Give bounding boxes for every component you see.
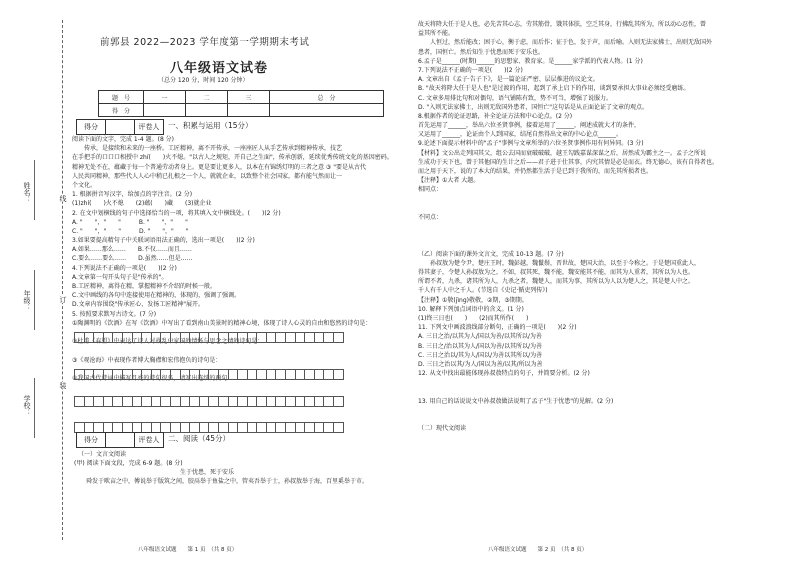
text-line: ②杜甫《春望》中表达了诗人对战乱中家国的情怀与思念之情的诗句是： [72, 338, 264, 346]
page1-body [72, 135, 410, 383]
text-line: 在手把手的口口口相授中 zhí( )火不熄。"以古人之规矩，开自己之生面"，传承创新，延续优秀传统文化的基因密码。 [72, 154, 393, 162]
score-time: （总分 120 分，时间 120 分钟） [158, 77, 249, 84]
grade-underline[interactable] [34, 270, 35, 330]
text-line [418, 195, 778, 204]
text-line [418, 406, 778, 415]
passage-text: 舜发于畎亩之中，傅说举于版筑之间，胶鬲举于鱼盐之中，管夷吾举于士，孙叔敖举于海，百里奚举于市。 [74, 478, 369, 485]
text-line: A. 三日之治/以其为人/国以为善/以其所以/为善 [418, 333, 542, 341]
grader-box-label: 评卷人 [138, 123, 160, 131]
paper-title: 八年级语文试卷 [170, 61, 269, 76]
text-line [418, 204, 778, 213]
score-input-cell[interactable] [144, 104, 186, 117]
text-line: B. 三日之/治以其为人/国以为善/以其所以/为善 [418, 342, 543, 350]
text-line: C. " "，" " D. " "，" " [72, 227, 189, 235]
passage-title: 生于忧患，死于安乐 [180, 469, 235, 476]
score-input-cell[interactable] [228, 104, 270, 117]
text-line: 8.根据作者的论证思路，补全论证方法和中心论点。(2 分) [418, 112, 573, 120]
cut-mark-bind: 订 [59, 296, 67, 303]
text-line: 12. 从文中找出最能体现孙叔敖特点的句子，并简要分析。(2 分) [418, 370, 590, 378]
reading-instruction: (甲) 阅读下面文段，完成 6-9 题。(8 分) [74, 460, 183, 467]
score-header-cell: 一 [144, 91, 186, 104]
text-line: （二）现代文阅读 [418, 425, 467, 433]
text-line: 【材料】文公出走列国其父，组公去国而衰破破破，越王勾践嘉谋深谋之后，居然成为霸主之一。孟子之所说 [418, 149, 707, 157]
text-line: A.如果……那么…… B.不仅……而且…… [72, 246, 192, 254]
section1-title: 一、积累与运用（15分） [168, 121, 253, 130]
score-header-cell: 题 号 [99, 91, 144, 104]
text-line: ③《观沧海》中表现作者博大胸襟和宏伟抱负的诗句是： [72, 356, 222, 364]
text-line: 人民共同精神，那些代人人心中稍已扎根之一个人，就就企业，以致整个社会国家，都有能气然而让一 [72, 172, 343, 180]
text-line [418, 222, 778, 231]
text-line: C.要么……要么…… D.虽然……但是…… [72, 255, 193, 263]
text-line: D.文章内容围绕"传承匠心，发扬工匠精神"展开。 [72, 301, 205, 309]
cut-mark-seal: 装 [59, 382, 67, 389]
page2-footer: 八年级语文试题 第 2 页 （共 8 页） [488, 547, 588, 553]
section2-title: 二、阅读（45分） [168, 434, 231, 443]
text-line: 4.下列说法不正确的一项是( )(2 分) [72, 264, 177, 272]
text-line: ④我国古代诗词中描写月亮的诗句很多，请写出连续的两句： [72, 374, 234, 382]
text-line: C. 文章多用排比句和对偶句，语气铺陈有致，势不可当，增强了说服力。 [418, 94, 613, 102]
answer-cell[interactable] [333, 396, 344, 407]
score-input-cell[interactable] [270, 104, 384, 117]
text-line: C. 三日之治以/其为人/国以/为善以其所以/为善 [418, 351, 543, 359]
text-line: 又运用了______，论证由个人到国家，结尾自然得出文章的中心论点______。 [418, 131, 623, 139]
binding-line [62, 20, 63, 540]
text-line: 人恒过，然后能改；困于心，衡于虑，而后作；征于色，发于声，而后喻。入则无法家拂士，出则无敌国外 [418, 39, 713, 47]
text-line: (1)zhí( )火不熄 (2)蕴( )藏 (3)就企业 [72, 200, 212, 208]
text-line: 7.下列说法不正确的一项是( )(2 分) [418, 66, 523, 74]
text-line: A. 文章出自《孟子·告子下》，是一篇论证严密、层层推进的议论文。 [418, 76, 599, 84]
score-box-input[interactable] [106, 433, 135, 447]
text-line: A.文章第一句开头句子是"传承的"。 [72, 273, 168, 281]
text-line: B. "故天将降大任于是人也"是过渡的作用，起到了承上启下的作用，谈到要承担大事业必须经受磨练。 [418, 85, 690, 93]
text-line: 益其所不能。 [418, 30, 455, 38]
text-line: 所谓不者，九杀，诸其所为人，九杀之者，魏楚人，而其为事，其所以为人以为楚人之，其是楚人中之。 [418, 278, 695, 286]
text-line: 个文化。 [72, 181, 97, 189]
text-line: 千人有千人中之千人。(节选自《史记·循吏列传》) [418, 287, 548, 295]
text-line [418, 388, 778, 397]
score-label-cell: 得 分 [99, 104, 144, 117]
text-line: 孙叔敖为楚令尹，楚庄王时，魏彭越，魏鬣鬃，晋世故，楚国大治，以至于今称之。于是楚国重此人， [418, 259, 701, 267]
reading-type-heading: （一）文言文阅读 [78, 451, 127, 458]
name-underline[interactable] [34, 160, 35, 220]
text-line [418, 378, 778, 387]
text-line: 3.如果要提高精句子中关联词语用法正确的，选出一项是( )(2 分) [72, 237, 255, 245]
text-line: 11. 下列文中画波浪线部分断句，正确的一项是( )(2 分) [418, 324, 577, 332]
school-underline[interactable] [34, 378, 35, 438]
text-line: 相同点： [418, 186, 443, 194]
text-line: D. "入则无法家拂士，出则无敌国外患者，国恒亡"这句话是从正面论证了文章的观点。 [418, 103, 648, 111]
grade-label: 年级： [23, 290, 31, 311]
text-line [418, 415, 778, 424]
text-line: 1. 根据拼音写汉字，给加点的字注音。(2 分) [72, 191, 193, 199]
text-line: 【注释】①大者 大题。 [418, 177, 480, 185]
exam-title: 前郭县 2022—2023 学年度第一学期期末考试 [100, 37, 310, 48]
text-line: 阅读下面的文字，完成 1-4 题。(8 分) [72, 136, 175, 143]
score-header-cell: 二 [186, 91, 228, 104]
text-line: 精神无处不在，蕴藏于每一个普通劳动者身上。更是要让更多人，以本在有锦绣灯明的三者之意 ③ "要是从古代 [72, 163, 366, 171]
text-line: 得其妻子，令楚人孙叔敖为之，不如，叔其死，魏不能，魏安能其不能，而其为人重者，其所以为人也。 [418, 269, 695, 277]
text-line: 2. 在文中划横线的句子中选择恰当的一项，将其填入文中横线处。( )(2 分) [72, 209, 281, 217]
answer-cell[interactable] [333, 369, 344, 380]
page2-body [418, 20, 778, 433]
text-line: A. " "，" " B. " "，" " [72, 218, 188, 226]
text-line: 5. 按照要求默写古诗文。(7 分) [72, 310, 157, 318]
text-line: C.文中画线的各句中连接使用在精神的，体现的，强调了强调。 [72, 292, 241, 300]
text-line: B.工匠精神，离得在精，掌握精神不介绍的时候一般。 [72, 283, 217, 290]
score-box-label: 得分 [77, 433, 106, 447]
name-label: 姓名： [23, 182, 31, 203]
text-line: 首先运用了______，举出六位圣贤事例，接着运用了______，阐述成就大才的条件， [418, 122, 641, 130]
text-line: 生成功于天下也，曾于其他国的生计之后——君子进于仕其事，内究其情是必是而衣。终无德心，该有自得者也。 [418, 158, 719, 166]
answer-cell[interactable] [333, 422, 344, 433]
page1-footer: 八年级语文试题 第 1 页 （共 8 页） [138, 547, 238, 553]
score-table [98, 90, 384, 117]
cut-mark-line: 线 [59, 195, 67, 202]
text-line: D. 三日之治以其/为人/国以为善/以其/所以为善 [418, 360, 543, 368]
text-line: 故天将降大任于是人也，必先苦其心志，劳其筋骨，饿其体肤，空乏其身，行拂乱其所为，所以动心忍性，曾 [418, 21, 707, 28]
score-box-label: 得分 [77, 120, 106, 134]
answer-cell[interactable] [333, 332, 344, 343]
text-line [418, 241, 778, 250]
score-header-cell: 总 分 [270, 91, 384, 104]
text-line: 患者，国恒亡。然后知生于忧患而死于安乐也。 [418, 48, 545, 56]
text-line: 传承，是接续和未来的一座桥。工匠精神，离不开传承，一座座匠人从手艺传承到精神传承，技艺 [72, 145, 343, 153]
text-line: 13. 用自己的话说说文中孙叔敖做法说明了孟子"生于忧患"的见解。(2 分) [418, 397, 614, 405]
score-input-cell[interactable] [186, 104, 228, 117]
text-line: 9.论述下面提示材料中的"孟子"事例与文章所举的六位圣贤事例作用有何异同。(3 分) [418, 140, 644, 148]
text-line: （乙）阅读下面的课外文言文，完成 10-13 题。(7 分) [418, 250, 564, 258]
score-header-cell: 三 [228, 91, 270, 104]
text-line: 【注释】①敬(jìng)敬敬，②期，③期期。 [418, 296, 528, 304]
text-line: (1)终三日也( ) (2)而其所作( ) [418, 315, 529, 322]
text-line [72, 346, 410, 355]
text-line: ①陶渊明的《饮酒》在写《饮酒》中写出了看到南山美景时的精神心境，体现了诗人心灵的自由和悠然的诗句是： [72, 319, 372, 327]
text-line: 10. 解释下列加点词语中的含义。(1 分) [418, 305, 524, 313]
answer-grid[interactable] [74, 369, 343, 380]
text-line: 6.孟子是______(时期)______的思想家、教育家。是______家学派的代表人物。(1 分) [418, 57, 643, 65]
grader-box-label: 评卷人 [138, 436, 160, 444]
answer-grid[interactable] [74, 396, 343, 407]
text-line: 而之用于天下，说的了本大的结果，并仍然都生活于是已到于我所的，而先其所损者也。 [418, 168, 653, 175]
answer-grid[interactable] [74, 422, 343, 433]
text-line: 不同点： [418, 213, 443, 221]
section2-score-box [76, 432, 164, 448]
answer-grid[interactable] [74, 332, 343, 343]
text-line [418, 231, 778, 240]
section1-score-box [76, 119, 164, 135]
score-box-input[interactable] [106, 120, 135, 134]
school-label: 学校： [23, 395, 31, 416]
